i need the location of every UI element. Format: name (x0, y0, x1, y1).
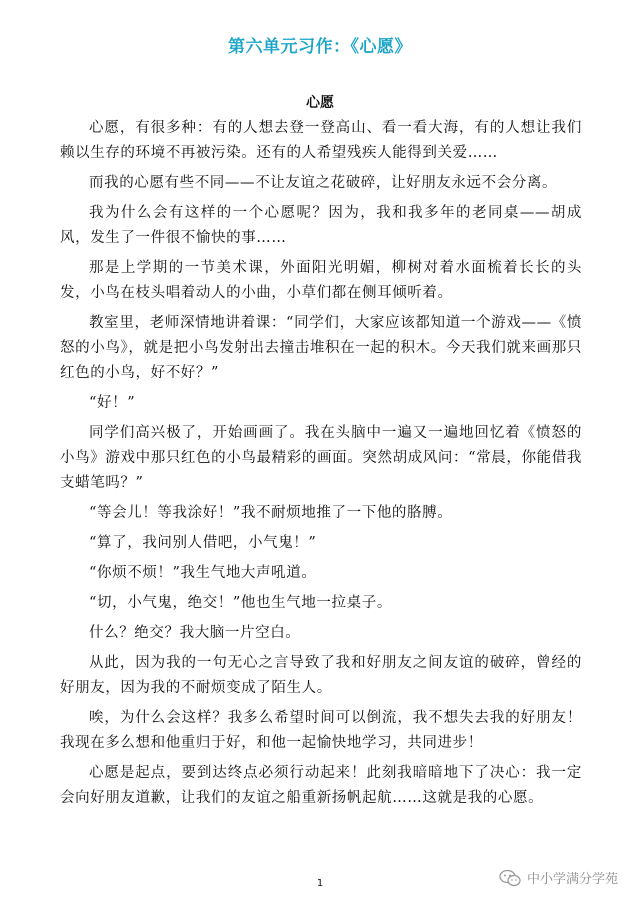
wechat-icon (499, 869, 521, 887)
watermark-text: 中小学满分学苑 (526, 872, 618, 887)
paragraph: “好！” (89, 395, 136, 411)
paragraph: 而我的心愿有些不同——不让友谊之花破碎，让好朋友永远不会分离。 (89, 175, 558, 191)
paragraph: 唉，为什么会这样？我多么希望时间可以倒流，我不想失去我的好朋友！我现在多么想和他重归于好，和他一起愉快地学习，共同进步！ (60, 710, 582, 751)
watermark (499, 868, 618, 887)
paragraph: 从此，因为我的一句无心之言导致了我和好朋友之间友谊的破碎，曾经的好朋友，因为我的不耐烦变成了陌生人。 (60, 655, 582, 696)
paragraph: 心愿，有很多种：有的人想去登一登高山、看一看大海，有的人想让我们赖以生存的环境不再被污染。还有的人希望残疾人能得到关爱…… (60, 120, 582, 161)
paragraph: “切，小气鬼，绝交！”他也生气地一拉桌子。 (89, 595, 392, 611)
paragraph: 心愿是起点，要到达终点必须行动起来！此刻我暗暗地下了决心：我一定会向好朋友道歉，让我们的友谊之船重新扬帆起航……这就是我的心愿。 (60, 765, 582, 806)
paragraph: “等会儿！等我涂好！”我不耐烦地推了一下他的胳膊。 (89, 505, 453, 521)
paragraph: 教室里，老师深情地讲着课：“同学们，大家应该都知道一个游戏——《愤怒的小鸟》，就是把小鸟发射出去撞击堆积在一起的积木。今天我们就来画那只红色的小鸟，好不好？” (60, 315, 582, 381)
essay-body (60, 116, 582, 816)
page-number: 1 (316, 878, 324, 889)
paragraph: “算了，我问别人借吧，小气鬼！” (89, 535, 317, 551)
paragraph: 那是上学期的一节美术课，外面阳光明媚，柳树对着水面梳着长长的头发，小鸟在枝头唱着动人的小曲，小草们都在侧耳倾听着。 (60, 260, 582, 301)
paragraph: 同学们高兴极了，开始画画了。我在头脑中一遍又一遍地回忆着《愤怒的小鸟》游戏中那只红色的小鸟最精彩的画面。突然胡成风问：“常晨，你能借我支蜡笔吗？” (60, 425, 582, 491)
document-title: 第六单元习作：《心愿》 (228, 37, 412, 57)
paragraph: 什么？绝交？我大脑一片空白。 (89, 625, 301, 641)
paragraph: “你烦不烦！”我生气地大声吼道。 (89, 565, 317, 581)
essay-title: 心愿 (306, 95, 334, 111)
paragraph: 我为什么会有这样的一个心愿呢？因为，我和我多年的老同桌——胡成风，发生了一件很不愉快的事…… (60, 205, 582, 246)
